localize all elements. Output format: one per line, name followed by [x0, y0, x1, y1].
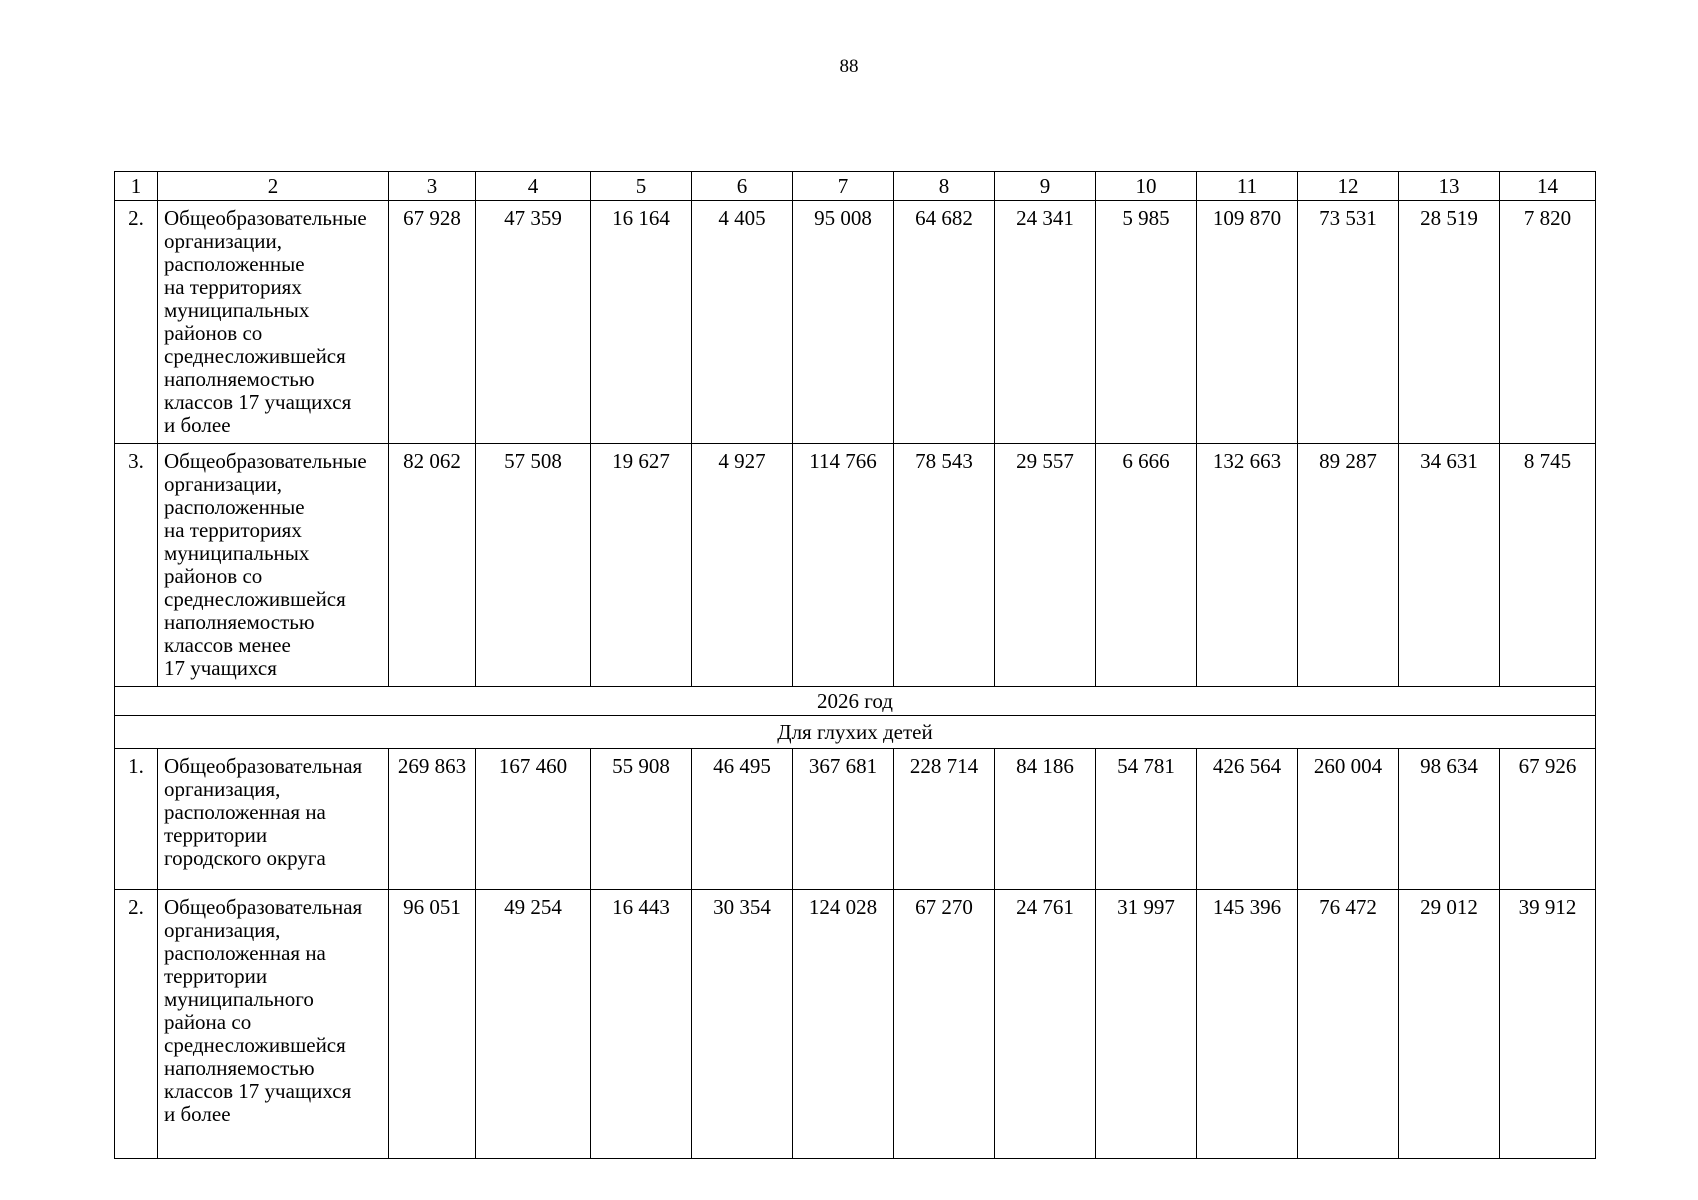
value-cell: 28 519 — [1399, 201, 1500, 444]
name-line: территории — [164, 823, 268, 847]
name-line: организации, — [164, 472, 282, 496]
organization-name — [158, 749, 389, 890]
name-line: организация, — [164, 918, 281, 942]
value-cell: 16 164 — [591, 201, 692, 444]
value-cell: 114 766 — [793, 444, 894, 687]
name-line: наполняемостью — [164, 610, 315, 634]
value-cell: 76 472 — [1298, 890, 1399, 1159]
year-label: 2026 год — [115, 687, 1596, 716]
category-label: Для глухих детей — [115, 716, 1596, 749]
value-cell: 167 460 — [476, 749, 591, 890]
value-cell: 67 270 — [894, 890, 995, 1159]
name-line: и более — [164, 1102, 231, 1126]
column-number: 11 — [1197, 172, 1298, 201]
value-cell: 95 008 — [793, 201, 894, 444]
value-cell: 4 927 — [692, 444, 793, 687]
value-cell: 89 287 — [1298, 444, 1399, 687]
name-line: расположенные — [164, 252, 305, 276]
value-cell: 84 186 — [995, 749, 1096, 890]
value-cell: 145 396 — [1197, 890, 1298, 1159]
value-cell: 46 495 — [692, 749, 793, 890]
column-number: 8 — [894, 172, 995, 201]
row-index: 2. — [115, 201, 158, 444]
name-line: района со — [164, 1010, 252, 1034]
name-line: районов со — [164, 321, 263, 345]
organization-name — [158, 890, 389, 1159]
name-line: наполняемостью — [164, 367, 315, 391]
name-line: и более — [164, 413, 231, 437]
value-cell: 367 681 — [793, 749, 894, 890]
value-cell: 29 012 — [1399, 890, 1500, 1159]
value-cell: 124 028 — [793, 890, 894, 1159]
value-cell: 57 508 — [476, 444, 591, 687]
value-cell: 16 443 — [591, 890, 692, 1159]
value-cell: 47 359 — [476, 201, 591, 444]
value-cell: 260 004 — [1298, 749, 1399, 890]
name-line: расположенная на — [164, 941, 326, 965]
value-cell: 29 557 — [995, 444, 1096, 687]
value-cell: 67 926 — [1500, 749, 1596, 890]
value-cell: 34 631 — [1399, 444, 1500, 687]
column-number: 1 — [115, 172, 158, 201]
name-line: 17 учащихся — [164, 656, 277, 680]
value-cell: 55 908 — [591, 749, 692, 890]
organization-name — [158, 444, 389, 687]
value-cell: 78 543 — [894, 444, 995, 687]
category-row — [115, 716, 1596, 749]
column-number: 3 — [389, 172, 476, 201]
value-cell: 426 564 — [1197, 749, 1298, 890]
column-number: 13 — [1399, 172, 1500, 201]
table-row — [115, 201, 1596, 444]
value-cell: 31 997 — [1096, 890, 1197, 1159]
value-cell: 269 863 — [389, 749, 476, 890]
column-number: 14 — [1500, 172, 1596, 201]
name-line: среднесложившейся — [164, 1033, 346, 1057]
value-cell: 132 663 — [1197, 444, 1298, 687]
row-index: 1. — [115, 749, 158, 890]
value-cell: 19 627 — [591, 444, 692, 687]
column-number: 10 — [1096, 172, 1197, 201]
column-number: 2 — [158, 172, 389, 201]
name-line: наполняемостью — [164, 1056, 315, 1080]
page-number: 88 — [839, 56, 859, 77]
value-cell: 109 870 — [1197, 201, 1298, 444]
table-header-row — [115, 172, 1596, 201]
value-cell: 24 341 — [995, 201, 1096, 444]
column-number: 9 — [995, 172, 1096, 201]
name-line: муниципального — [164, 987, 314, 1011]
name-line: муниципальных — [164, 298, 310, 322]
name-line: городского округа — [164, 846, 326, 870]
column-number: 6 — [692, 172, 793, 201]
row-index: 3. — [115, 444, 158, 687]
name-line: расположенные — [164, 495, 305, 519]
name-line: муниципальных — [164, 541, 310, 565]
name-line: расположенная на — [164, 800, 326, 824]
value-cell: 7 820 — [1500, 201, 1596, 444]
name-line: Общеобразовательная — [164, 895, 363, 919]
column-number: 4 — [476, 172, 591, 201]
value-cell: 96 051 — [389, 890, 476, 1159]
name-line: классов 17 учащихся — [164, 390, 352, 414]
table-row — [115, 749, 1596, 890]
value-cell: 24 761 — [995, 890, 1096, 1159]
name-line: на территориях — [164, 518, 302, 542]
name-line: организация, — [164, 777, 281, 801]
value-cell: 98 634 — [1399, 749, 1500, 890]
column-number: 5 — [591, 172, 692, 201]
name-line: среднесложившейся — [164, 587, 346, 611]
value-cell: 30 354 — [692, 890, 793, 1159]
column-number: 7 — [793, 172, 894, 201]
organization-name — [158, 201, 389, 444]
name-line: Общеобразовательные — [164, 449, 367, 473]
name-line: среднесложившейся — [164, 344, 346, 368]
value-cell: 67 928 — [389, 201, 476, 444]
name-line: классов 17 учащихся — [164, 1079, 352, 1103]
budget-table — [114, 171, 1596, 1159]
value-cell: 64 682 — [894, 201, 995, 444]
value-cell: 5 985 — [1096, 201, 1197, 444]
value-cell: 4 405 — [692, 201, 793, 444]
name-line: районов со — [164, 564, 263, 588]
name-line: классов менее — [164, 633, 291, 657]
name-line: территории — [164, 964, 268, 988]
value-cell: 82 062 — [389, 444, 476, 687]
name-line: организации, — [164, 229, 282, 253]
column-number: 12 — [1298, 172, 1399, 201]
table-row — [115, 444, 1596, 687]
year-row — [115, 687, 1596, 716]
table-row — [115, 890, 1596, 1159]
name-line: на территориях — [164, 275, 302, 299]
value-cell: 228 714 — [894, 749, 995, 890]
value-cell: 73 531 — [1298, 201, 1399, 444]
name-line: Общеобразовательные — [164, 206, 367, 230]
value-cell: 49 254 — [476, 890, 591, 1159]
row-index: 2. — [115, 890, 158, 1159]
value-cell: 8 745 — [1500, 444, 1596, 687]
value-cell: 6 666 — [1096, 444, 1197, 687]
value-cell: 54 781 — [1096, 749, 1197, 890]
value-cell: 39 912 — [1500, 890, 1596, 1159]
name-line: Общеобразовательная — [164, 754, 363, 778]
